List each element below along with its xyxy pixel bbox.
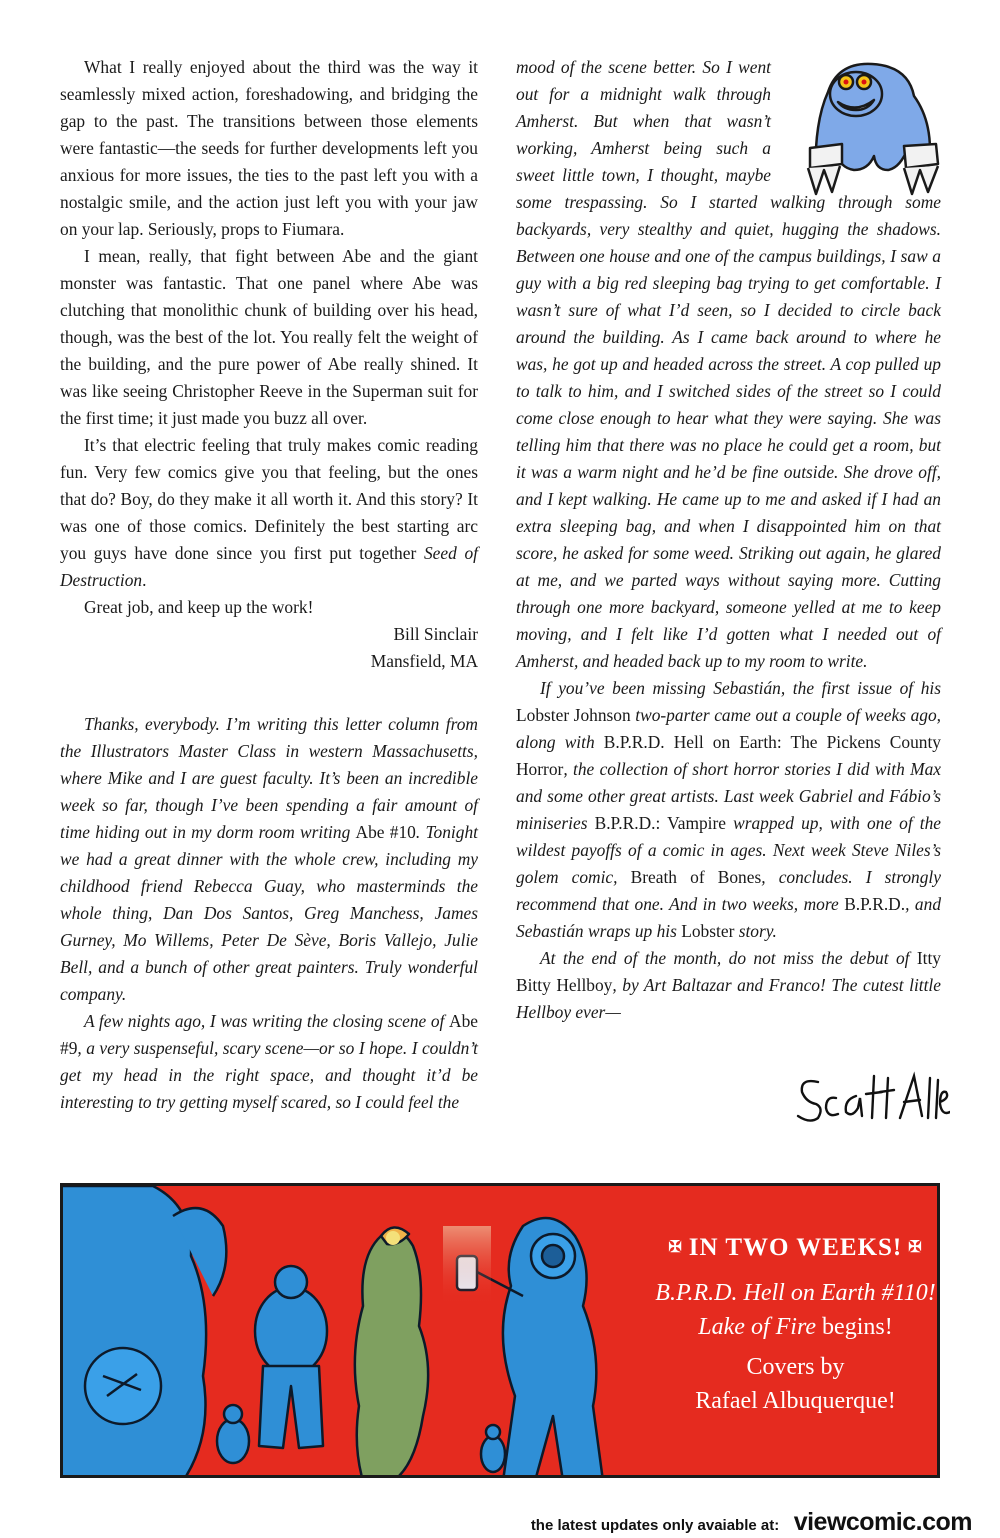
editor-p3-d: B.P.R.D. Hell on Earth: The Pickens County Horror (516, 732, 941, 779)
ad-banner[interactable] (60, 1183, 940, 1478)
editor-p3-b: Lobster Johnson (516, 705, 631, 725)
editor-p3-a: If you’ve been missing Sebastián, the first issue of his (540, 678, 941, 698)
ad-text-block (653, 1234, 938, 1418)
editor-p3-c: two-parter came out a couple of weeks ago, along with (516, 705, 942, 752)
letter-location: Mansfield, MA (370, 651, 478, 671)
editor-p3-m: story. (734, 921, 777, 941)
footer-updates-text: the latest updates only avaiable at: (530, 1517, 780, 1534)
editor-p4-c: , by Art Baltazar and Franco! The cutest little Hellboy ever— (516, 975, 941, 1022)
editor-paragraph-2 (60, 1008, 478, 1116)
bprd-agents-illustration (63, 1186, 663, 1478)
maltese-cross-icon: ✠ (908, 1239, 923, 1256)
letter-signoff (60, 621, 478, 675)
editor-paragraph-1 (60, 711, 478, 1008)
ad-lake-of-fire: Lake of Fire (698, 1314, 817, 1340)
editor-p3-l: Lobster (681, 921, 735, 941)
letter-paragraph-1: What I really enjoyed about the third was the way it seamlessly mixed action, foreshadowing, and bridging the gap to the past. The transitions between those elements were fantastic—the seeds for further developments left you anxious for more issues, the ties to the past left you with a nostalgic smile, and the action just left you with your jaw on your lap. Seriously, props to Fiumara. (60, 57, 478, 239)
footer-watermark (531, 1508, 972, 1537)
editor-p1-a: Thanks, everybody. I’m writing this letter column from the Illustrators Master Class in western Massachusetts, where Mike and I are guest faculty. It’s been an incredible week so far, though I’ve been spending a fair amount of time hiding out in my dorm room writing (60, 714, 478, 842)
ad-line-lake (653, 1310, 938, 1344)
editor-p2-a: A few nights ago, I was writing the closing scene of (84, 1011, 450, 1031)
ad-headline-text: IN TWO WEEKS! (688, 1234, 903, 1261)
letter-column-left (60, 54, 478, 1116)
editor-p3-g: wrapped up, with one of the wildest payoffs of a comic in ages. Next week Steve Niles’s golem comic, (516, 813, 942, 887)
editor-p4-b: Itty Bitty Hellboy (516, 948, 941, 995)
signature-scribble-icon (790, 1068, 950, 1134)
editor-p3-h: Breath of Bones (630, 867, 762, 887)
letter-paragraph-2: I mean, really, that fight between Abe and the giant monster was fantastic. That one panel where Abe was clutching that monolithic chunk of building over his head, though, was the best of the lot. You really felt the weight of the building, and the pure power of Abe really shined. It was like seeing Christopher Reeve in the Superman suit for the first time; it just made you buzz all over. (60, 246, 478, 428)
editor-p3-j: B.P.R.D. (844, 894, 906, 914)
letter-paragraph-3 (60, 432, 478, 594)
footer-site-link[interactable]: viewcomic.com (793, 1508, 972, 1536)
editor-paragraph-2-continued: mood of the scene better. So I went out for a midnight walk through Amherst. But when that wasn’t working, Amherst being such a sweet little town, I thought, maybe some trespassing. So I started walking through some backyards, very stealthy and quiet, hugging the shadows. Between one house and one of the campus buildings, I saw a guy with a big red sleeping bag trying to get comfortable. I wasn’t sure of what I’d seen, so I decided to circle back around the building. As I came back around to where he was, he got up and headed across the street. A cop pulled up to talk to him, and I switched sides of the street so I could come close enough to hear what they were saying. She was telling him that there was no place he could get a room, but it was a warm night and he’d be fine outside. She drove off, and I kept walking. He came up to me and asked if I had an extra sleeping bag, and when I disappointed him on that score, he asked for some weed. Striking out again, he glared at me, and we parted ways without saying more. Cutting through one more backyard, someone yelled at me to keep moving, and I felt like I’d gotten what I needed out of Amherst, and headed back up to my room to write. (516, 57, 941, 671)
ad-line-covers: Covers by (746, 1354, 845, 1380)
ad-line-artist: Rafael Albuquerque! (695, 1388, 896, 1414)
editor-p2-b: Abe #9 (60, 1011, 478, 1058)
editor-p4-a: At the end of the month, do not miss the debut of (540, 948, 917, 968)
editor-p1-b: Abe #10 (355, 822, 416, 842)
letter-title-seed: Seed of Destruction (60, 543, 479, 590)
editor-p1-c: . Tonight we had a great dinner with the whole crew, including my childhood friend Rebecca Guay, who masterminds the whole thing, Dan Dos Santos, Greg Manchess, James Gurney, Mo Willems, Peter De Sève, Boris Vallejo, Julie Bell, and a bunch of other great painters. Truly wonderful company. (60, 822, 478, 1004)
editor-p2-c: , a very suspenseful, scary scene—or so I hope. I couldn’t get my head in the right space, and thought it’d be interesting to try getting myself scared, so I could feel the (60, 1038, 478, 1112)
letter-author: Bill Sinclair (393, 624, 478, 644)
editor-signature (790, 1068, 950, 1134)
editor-p3-e: , the collection of short horror stories I did with Max and some other great artists. Last week Gabriel and Fábio’s miniseries (516, 759, 941, 833)
editor-p3-f: B.P.R.D.: Vampire (594, 813, 727, 833)
editor-p3-k: , and Sebastián wraps up his (516, 894, 942, 941)
ad-headline (653, 1234, 938, 1262)
ad-begins: begins! (816, 1314, 893, 1340)
ad-line-title: B.P.R.D. Hell on Earth #110! (655, 1280, 936, 1306)
letter-paragraph-3-end: . (142, 570, 147, 590)
maltese-cross-icon: ✠ (668, 1239, 683, 1256)
monster-illustration (780, 52, 958, 202)
letter-paragraph-4: Great job, and keep up the work! (84, 597, 314, 617)
editor-paragraph-4 (516, 945, 941, 1026)
letter-paragraph-3-text: It’s that electric feeling that truly makes comic reading fun. Very few comics give you that feeling, but the ones that do? Boy, do they make it all worth it. And this story? It was one of those comics. Definitely the best starting arc you guys have done since you first put together (60, 435, 478, 563)
editor-p3-i: , concludes. I strongly recommend that one. And in two weeks, more (516, 867, 941, 914)
editor-paragraph-3 (516, 675, 941, 945)
